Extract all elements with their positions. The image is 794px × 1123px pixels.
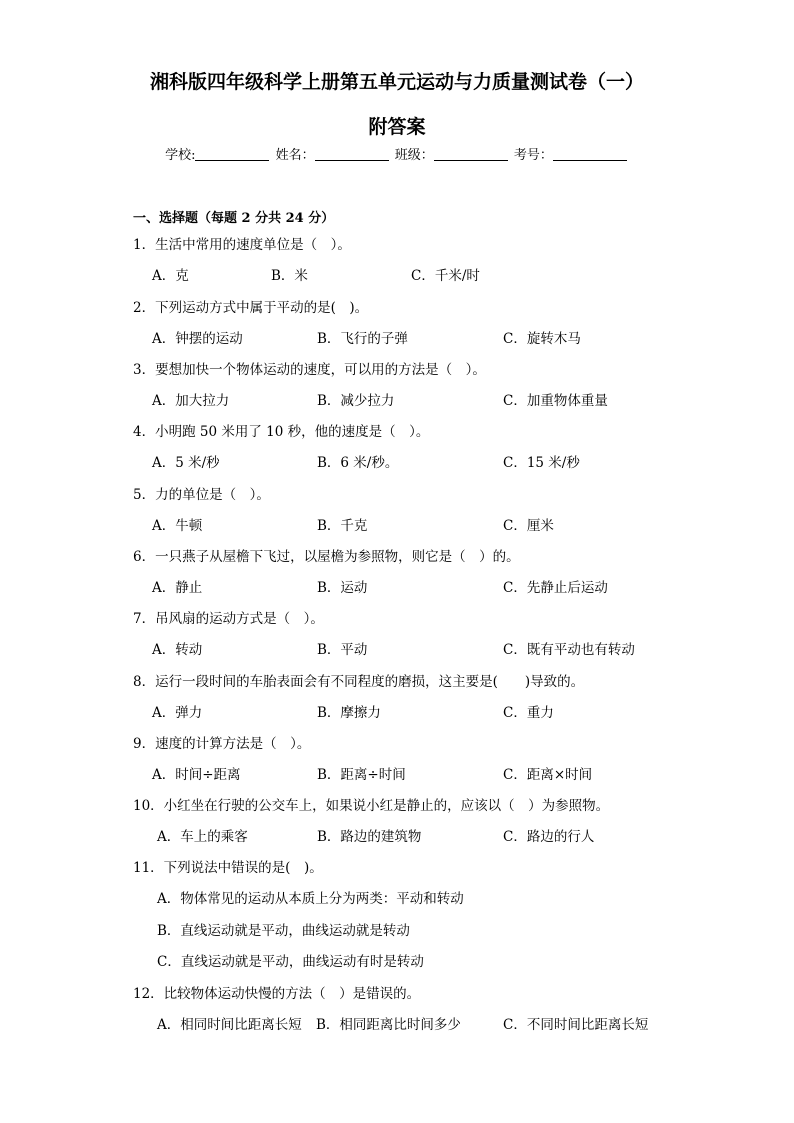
question-12: 12．比较物体运动快慢的方法（ ）是错误的。 bbox=[133, 986, 421, 1002]
q5-option-b: B．千克 bbox=[317, 518, 368, 534]
q5-option-c: C．厘米 bbox=[503, 518, 554, 534]
q6-option-b: B．运动 bbox=[317, 580, 368, 596]
q6-option-c: C．先静止后运动 bbox=[503, 580, 608, 596]
q7-option-b: B．平动 bbox=[317, 642, 368, 658]
q12-option-a: A．相同时间比距离长短 bbox=[157, 1017, 302, 1033]
q6-option-a: A．静止 bbox=[152, 580, 203, 596]
q8-option-a: A．弹力 bbox=[152, 705, 203, 721]
question-5: 5．力的单位是（ ）。 bbox=[133, 487, 270, 503]
question-7: 7．吊风扇的运动方式是（ ）。 bbox=[133, 611, 324, 627]
q5-option-a: A．牛顿 bbox=[152, 518, 203, 534]
q12-option-c: C．不同时间比距离长短 bbox=[503, 1017, 649, 1033]
question-3: 3．要想加快一个物体运动的速度，可以用的方法是（ ）。 bbox=[133, 362, 486, 378]
q9-option-a: A．时间÷距离 bbox=[152, 767, 241, 783]
q7-option-c: C．既有平动也有转动 bbox=[503, 642, 635, 658]
q8-option-c: C．重力 bbox=[503, 705, 554, 721]
question-10: 10．小红坐在行驶的公交车上，如果说小红是静止的，应该以（ ）为参照物。 bbox=[133, 798, 610, 814]
q1-option-b: B．米 bbox=[271, 268, 308, 284]
q10-option-b: B．路边的建筑物 bbox=[317, 829, 422, 845]
q1-option-c: C．千米/时 bbox=[411, 268, 480, 284]
q3-option-b: B．减少拉力 bbox=[317, 393, 395, 409]
question-4: 4．小明跑 50 米用了 10 秒，他的速度是（ ）。 bbox=[133, 424, 430, 440]
school-blank[interactable] bbox=[195, 146, 269, 161]
section-title: 一、选择题（每题 2 分共 24 分） bbox=[133, 211, 335, 226]
q11-option-a: A．物体常见的运动从本质上分为两类：平动和转动 bbox=[157, 891, 464, 907]
class-label: 班级： bbox=[394, 148, 434, 163]
q8-option-b: B．摩擦力 bbox=[317, 705, 381, 721]
exam-number-label: 考号： bbox=[513, 148, 553, 163]
student-info-line bbox=[0, 144, 794, 163]
q3-option-a: A．加大拉力 bbox=[152, 393, 230, 409]
q9-option-c: C．距离×时间 bbox=[503, 767, 593, 783]
q9-option-b: B．距离÷时间 bbox=[317, 767, 406, 783]
q4-option-b: B．6 米/秒。 bbox=[317, 455, 399, 471]
q10-option-c: C．路边的行人 bbox=[503, 829, 595, 845]
document-subtitle: 附答案 bbox=[368, 116, 426, 138]
question-9: 9．速度的计算方法是（ ）。 bbox=[133, 736, 311, 752]
name-label: 姓名： bbox=[275, 148, 315, 163]
class-blank[interactable] bbox=[434, 146, 508, 161]
document-title: 湘科版四年级科学上册第五单元运动与力质量测试卷（一） bbox=[149, 71, 644, 93]
q11-option-c: C．直线运动就是平动，曲线运动有时是转动 bbox=[157, 954, 424, 970]
name-blank[interactable] bbox=[315, 146, 389, 161]
q2-option-a: A．钟摆的运动 bbox=[152, 331, 243, 347]
q4-option-c: C．15 米/秒 bbox=[503, 455, 580, 471]
school-label: 学校: bbox=[165, 148, 196, 163]
q3-option-c: C．加重物体重量 bbox=[503, 393, 608, 409]
exam-number-blank[interactable] bbox=[553, 146, 627, 161]
q10-option-a: A．车上的乘客 bbox=[157, 829, 248, 845]
question-8: 8．运行一段时间的车胎表面会有不同程度的磨损，这主要是( )导致的。 bbox=[133, 674, 585, 690]
q7-option-a: A．转动 bbox=[152, 642, 203, 658]
q1-option-a: A．克 bbox=[152, 268, 189, 284]
q11-option-b: B．直线运动就是平动，曲线运动就是转动 bbox=[157, 923, 410, 939]
q2-option-b: B．飞行的子弹 bbox=[317, 331, 408, 347]
q12-option-b: B．相同距离比时间多少 bbox=[316, 1017, 461, 1033]
question-6: 6．一只燕子从屋檐下飞过，以屋檐为参照物，则它是（ ）的。 bbox=[133, 549, 520, 565]
question-2: 2．下列运动方式中属于平动的是( )。 bbox=[133, 300, 369, 316]
question-1: 1．生活中常用的速度单位是（ ）。 bbox=[133, 237, 351, 253]
question-11: 11．下列说法中错误的是( )。 bbox=[133, 860, 323, 876]
q2-option-c: C．旋转木马 bbox=[503, 331, 581, 347]
q4-option-a: A．5 米/秒 bbox=[152, 455, 220, 471]
